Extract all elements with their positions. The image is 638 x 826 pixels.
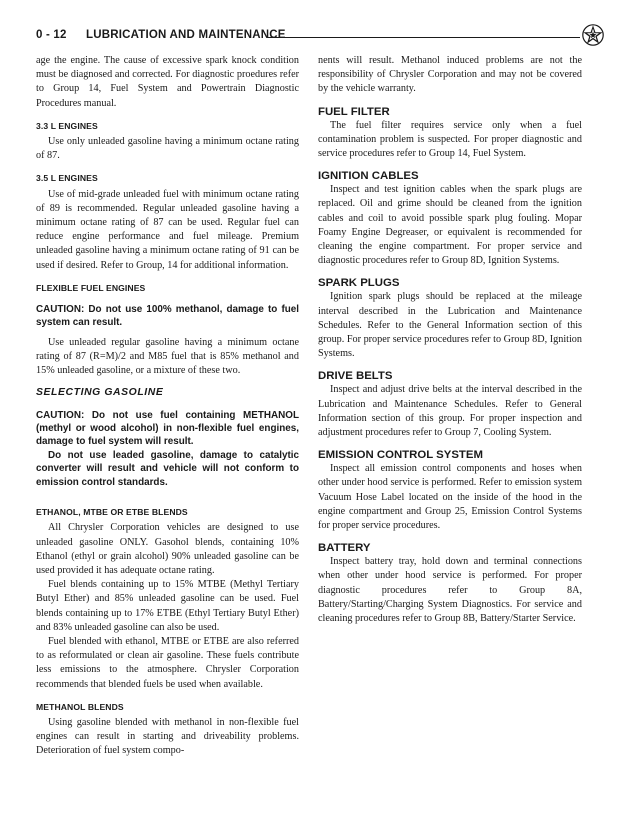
heading-3-5-engines: 3.5 L ENGINES (36, 173, 98, 184)
paragraph-spark-plugs: Ignition spark plugs should be replaced at the mileage interval described in the Lubrication and Maintenance Schedules. Refer to the General Information section of this group. For proper service procedures refer to Group 8D, Ignition Systems. (318, 291, 582, 360)
heading-drive-belts: DRIVE BELTS (318, 370, 393, 383)
paragraph-fuel-filter: The fuel filter requires service only when a fuel contamination problem is suspected. For proper diagnostic and service procedures refer to Group 14, Fuel System. (318, 119, 582, 160)
paragraph-blends-1: All Chrysler Corporation vehicles are designed to use unleaded gasoline ONLY. Gasohol blends, containing 10% Ethanol (ethyl or grain alcohol) 90% unleaded gasoline can be used provided it has adequate octane rating. (36, 522, 299, 576)
heading-flexible-fuel: FLEXIBLE FUEL ENGINES (36, 282, 146, 293)
section-title: LUBRICATION AND MAINTENANCE (86, 29, 286, 41)
paragraph-ignition-cables: Inspect and test ignition cables when the spark plugs are replaced. Oil and grime should be cleaned from the ignition cables and coil to avoid possible spark plug fouling. Mopar Foamy Engine Degreaser, or equivalent is recommended for cleaning the engine compartment. For proper service and diagnostic procedures refer to Group 8D, Ignition Systems. (318, 184, 582, 267)
paragraph-battery: Inspect battery tray, hold down and terminal connections when other under hood service is performed. For proper diagnostic procedures refer to Group 8A, Battery/Starting/Charging System Diagnostics. For service and cleaning procedures refer to Group 8B, Battery/Starter Service. (318, 556, 582, 625)
paragraph-methanol-blends: Using gasoline blended with methanol in non-flexible fuel engines can result in starting and driveability problems. Deterioration of fuel system compo- (36, 716, 299, 757)
paragraph-flexible-fuel: Use unleaded regular gasoline having a minimum octane rating of 87 (R=M)/2 and M85 fuel that is 85% methanol and 15% unleaded gasoline, or a mixture of these two. (36, 336, 299, 377)
pentastar-logo-icon (582, 24, 604, 46)
heading-ethanol-blends: ETHANOL, MTBE OR ETBE BLENDS (36, 507, 188, 518)
heading-emission-control: EMISSION CONTROL SYSTEM (318, 449, 483, 462)
heading-spark-plugs: SPARK PLUGS (318, 277, 400, 290)
right-column (318, 54, 582, 626)
heading-ignition-cables: IGNITION CABLES (318, 170, 419, 183)
paragraph-3-5-engines: Use of mid-grade unleaded fuel with minimum octane rating of 89 is recommended. Regular unleaded gasoline having a minimum octane rating of 87 can be used. Regular fuel can reduce engine performance and fuel mileage. Premium unleaded gasoline having a minimum octane rating of 91 can be used if desired. Refer to Group, 14 for additional information. (36, 188, 299, 271)
heading-selecting-gasoline: SELECTING GASOLINE (36, 387, 164, 399)
heading-battery: BATTERY (318, 542, 371, 555)
left-column (36, 54, 299, 759)
heading-methanol-blends: METHANOL BLENDS (36, 701, 124, 712)
paragraph-blends-2: Fuel blends containing up to 15% MTBE (Methyl Tertiary Butyl Ether) and 85% unleaded gasoline can be used. Fuel blends containing up to 17% ETBE (Ethyl Tertiary Butyl Ether) and 83% unleaded gasoline can also be used. (36, 579, 299, 633)
paragraph-methanol-continued: nents will result. Methanol induced problems are not the responsibility of Chrysler Corporation and may not be covered by the vehicle warranty. (318, 55, 582, 95)
paragraph-emission-control: Inspect all emission control components and hoses when other under hood service is performed. Refer to emission system Vacuum Hose Label located on the inside of the hood in the engine compartment and Group 25, Emission Control Systems for proper service procedures. (318, 463, 582, 532)
paragraph-blends-3: Fuel blended with ethanol, MTBE or ETBE are also referred to as reformulated or clean air gasoline. These fuels contribute less emissions to the atmosphere. Chrysler Corporation recommends that blended fuels be used when available. (36, 635, 299, 690)
caution-methanol-100: CAUTION: Do not use 100% methanol, damage to fuel system can result. (36, 304, 299, 329)
caution-leaded-gasoline: Do not use leaded gasoline, damage to catalytic converter will result and vehicle will not conform to emission control standards. (36, 449, 299, 488)
paragraph-3-3-engines: Use only unleaded gasoline having a minimum octane rating of 87. (36, 136, 299, 162)
paragraph-knock-intro: age the engine. The cause of excessive spark knock condition must be diagnosed and corrected. For diagnostic proedures refer to Group 14, Fuel System and Powertrain Diagnostic Procedures manual. (36, 55, 299, 109)
page-number: 0 - 12 (36, 29, 67, 41)
header-rule (268, 37, 580, 38)
page-header (36, 27, 602, 49)
caution-methanol-fuel: CAUTION: Do not use fuel containing METHANOL (methyl or wood alcohol) in non-flexible fuel engines, damage to fuel system will result. (36, 409, 299, 448)
heading-fuel-filter: FUEL FILTER (318, 105, 390, 118)
heading-3-3-engines: 3.3 L ENGINES (36, 120, 98, 131)
paragraph-drive-belts: Inspect and adjust drive belts at the interval described in the Lubrication and Maintenance Schedules. Refer to General Information section of this group. For proper inspection and adjustment procedures refer to Group 7, Cooling System. (318, 384, 582, 439)
